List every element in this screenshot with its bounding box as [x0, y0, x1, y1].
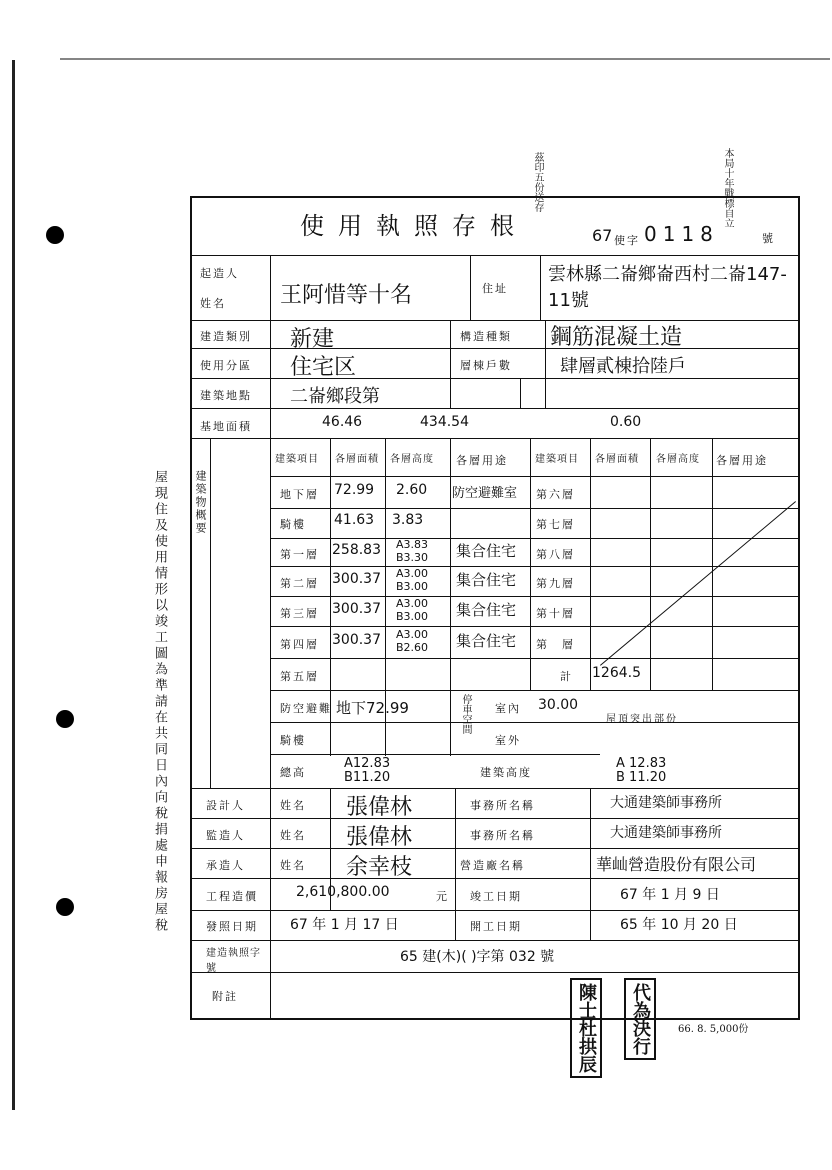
builder-name: 王阿惜等十名: [280, 283, 413, 308]
builder-label: 起造人: [200, 267, 239, 280]
binder-hole-1: [46, 226, 64, 244]
arcade-area: 41.63: [334, 512, 375, 528]
remarks-label: 附註: [212, 990, 238, 1003]
address-value: 雲林縣二崙鄉崙西村二崙147-11號: [548, 264, 787, 311]
floor4-label: 第四層: [280, 638, 319, 651]
supervisor-label: 監造人: [206, 829, 245, 842]
doc-year: 67: [592, 226, 613, 245]
coverage-value: 0.60: [610, 414, 642, 430]
col-area-left: 各層面積: [335, 454, 379, 465]
floor2-area: 300.37: [332, 571, 381, 587]
use-zone-label: 使用分區: [200, 359, 252, 372]
designer-label: 設計人: [206, 799, 245, 812]
floor10-label: 第十層: [536, 607, 575, 620]
floor9-label: 第九層: [536, 577, 575, 590]
height-label: 總高: [280, 766, 306, 779]
total-area: 1264.5: [592, 665, 641, 681]
construction-cost-label: 工程造價: [206, 890, 258, 903]
supervisor-office-label: 事務所名稱: [470, 829, 535, 842]
site-location-value: 二崙鄉段第: [290, 386, 380, 407]
col-height-right: 各層高度: [656, 454, 700, 465]
total-label: 計: [560, 670, 573, 683]
floors-units-value: 肆層貳棟拾陸戶: [560, 356, 686, 377]
col-area-right: 各層面積: [595, 454, 639, 465]
scan-edge: [12, 60, 15, 1110]
basement-height: 2.60: [396, 482, 428, 498]
doc-suffix: 號: [762, 232, 775, 245]
construction-cost-value: 2,610,800.00: [296, 884, 390, 900]
build-type-value: 新建: [290, 327, 335, 352]
floors-units-label: 層棟戶數: [460, 359, 512, 372]
col-item-left: 建築項目: [275, 454, 319, 465]
parking-space-label: 停車空間: [460, 694, 471, 734]
floor3-area: 300.37: [332, 601, 381, 617]
designer-name: 張偉林: [346, 795, 413, 820]
form-title: 使用執照存根: [300, 212, 528, 240]
parking-area: 地下72.99: [336, 699, 409, 717]
site-area-a: 46.46: [322, 414, 363, 430]
roof-area-label: 屋頂突出部份: [606, 714, 678, 725]
contractor-company-label: 營造廠名稱: [460, 859, 525, 872]
supervisor-office: 大通建築師事務所: [610, 825, 722, 841]
site-area-b: 434.54: [420, 414, 469, 430]
floor2-label: 第二層: [280, 577, 319, 590]
contractor-name: 余幸枝: [346, 855, 413, 880]
col-item-right: 建築項目: [535, 454, 579, 465]
header-note-top: 茲印五份送存: [532, 152, 543, 212]
arcade-row-label: 騎樓: [280, 518, 306, 531]
floor2-use: 集合住宅: [456, 571, 517, 589]
bldg-height-b: B 11.20: [616, 770, 667, 785]
floor5-label: 第五層: [280, 670, 319, 683]
col-use-right: 各層用途: [716, 454, 768, 467]
header-note-right: 本局十年戰標自立: [722, 148, 733, 228]
floor4-height-b: B2.60: [396, 641, 429, 654]
binder-hole-3: [56, 898, 74, 916]
indoor-parking: 30.00: [538, 697, 579, 713]
designer-office: 大通建築師事務所: [610, 795, 722, 811]
floor7-label: 第七層: [536, 518, 575, 531]
start-date-value: 65 年 10 月 20 日: [620, 917, 738, 933]
contractor-company: 華屾營造股份有限公司: [596, 855, 757, 874]
col-use-left: 各層用途: [456, 454, 508, 467]
arcade-label: 騎樓: [280, 734, 306, 747]
site-location-label: 建築地點: [200, 389, 252, 402]
floor1-height-b: B3.30: [396, 551, 429, 564]
contractor-label: 承造人: [206, 859, 245, 872]
arcade-height: 3.83: [392, 512, 424, 528]
license-no-value: 65 建(木)( )字第 032 號: [400, 949, 555, 965]
contractor-name-label: 姓名: [280, 859, 306, 872]
height-a: A12.83: [344, 756, 391, 771]
floor1-area: 258.83: [332, 542, 381, 558]
permit-date-label: 發照日期: [206, 920, 258, 933]
floor3-height-a: A3.00: [396, 597, 429, 610]
floor6-label: 第六層: [536, 488, 575, 501]
floor3-use: 集合住宅: [456, 601, 517, 619]
basement-area: 72.99: [334, 482, 375, 498]
completion-date-value: 67 年 1 月 9 日: [620, 887, 720, 903]
floor3-height-b: B3.00: [396, 610, 429, 623]
name-label: 姓名: [200, 297, 226, 310]
building-features-label: 建築物概要: [194, 470, 207, 535]
floor4-area: 300.37: [332, 632, 381, 648]
start-date-label: 開工日期: [470, 920, 522, 933]
supervisor-name: 張偉林: [346, 825, 413, 850]
official-stamp-1: 陳士杜拱辰: [570, 978, 602, 1078]
height-b: B11.20: [344, 770, 391, 785]
basement-label: 地下層: [280, 488, 319, 501]
use-zone-value: 住宅区: [290, 355, 357, 380]
build-type-label: 建造類別: [200, 330, 252, 343]
bldg-height-a: A 12.83: [616, 756, 667, 771]
floor-n-label: 第 層: [536, 638, 575, 651]
site-area-label: 基地面積: [200, 420, 252, 433]
col-height-left: 各層高度: [390, 454, 434, 465]
permit-date-value: 67 年 1 月 17 日: [290, 917, 399, 933]
designer-office-label: 事務所名稱: [470, 799, 535, 812]
designer-name-label: 姓名: [280, 799, 306, 812]
completion-date-label: 竣工日期: [470, 890, 522, 903]
side-note: 屋現住及使用情形以竣工圖為準請在共同日內向稅捐處申報房屋稅: [152, 470, 167, 934]
floor3-label: 第三層: [280, 607, 319, 620]
cost-unit: 元: [436, 890, 449, 903]
scan-top-edge: [60, 58, 830, 60]
floor4-use: 集合住宅: [456, 632, 517, 650]
doc-prefix: 使字: [614, 234, 640, 247]
address-label: 住址: [482, 282, 508, 295]
basement-use: 防空避難室: [452, 486, 518, 501]
floor8-label: 第八層: [536, 548, 575, 561]
indoor-label: 室內: [495, 702, 521, 715]
floor1-use: 集合住宅: [456, 542, 517, 560]
license-no-label: 建造執照字號: [206, 948, 261, 974]
parking-label: 防空避難: [280, 702, 332, 715]
structure-value: 鋼筋混凝土造: [550, 325, 683, 350]
official-stamp-2: 代為決行: [624, 978, 656, 1060]
binder-hole-2: [56, 710, 74, 728]
bldg-height-label: 建築高度: [480, 766, 532, 779]
floor1-label: 第一層: [280, 548, 319, 561]
floor1-height-a: A3.83: [396, 538, 429, 551]
print-note: 66. 8. 5,000份: [678, 1024, 749, 1035]
floor2-height-b: B3.00: [396, 580, 429, 593]
floor4-height-a: A3.00: [396, 628, 429, 641]
outdoor-label: 室外: [495, 734, 521, 747]
supervisor-name-label: 姓名: [280, 829, 306, 842]
floor2-height-a: A3.00: [396, 567, 429, 580]
structure-label: 構造種類: [460, 330, 512, 343]
doc-number: 0118: [644, 222, 719, 246]
